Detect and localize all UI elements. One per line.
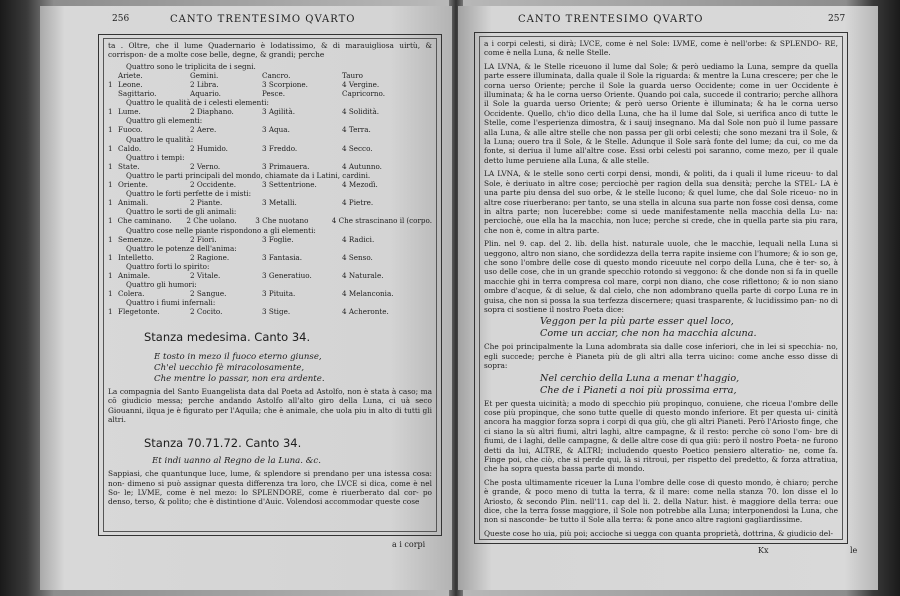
table-cell: 4 Acheronte. (342, 307, 389, 317)
table-cell: 2 Aere. (190, 125, 217, 135)
table-group-heading: Quattro i tempi: (126, 152, 185, 162)
table-cell (108, 89, 118, 98)
table-cell: 1 (108, 180, 113, 190)
table-group-heading: Quattro cose nelle piante rispondono a gli elementi: (126, 225, 316, 235)
paragraph-4: Plin. nel 9. cap. del 2. lib. della hist. naturale uuole, che le macchie, lequali nella Luna si ueggono, altro non siano, che sordidezza della terra rapite insieme con l'humore; & io son ge, che sono l'ombre delle cose di questo mondo riceuute nel corpo della Luna, che è ter- so, à uso delle cose, che in un grande specchio rotondo si veggono: & che donde non si fa in quelle macchie ghi in terra compresa col mare, corpi non diano, che cose riflettono; & io non siano ombre d'acque, & di selue, & dal cielo, che non adombrano quella parte di corpo Luna re in guisa, che non si possa la sua terfezza discernere; quasi trasparente, & lucidissimo pan- no di sopra ci sostiene il nostro Poeta dice: (484, 239, 838, 314)
right-page (458, 6, 878, 590)
table-cell: Cancro. (262, 70, 291, 80)
stanza-verse-1 (154, 352, 436, 384)
table-cell: 3 Scorpione. (262, 80, 308, 89)
verse-line: Come un acciar, che non ha macchia alcuna. (540, 328, 757, 340)
table-group-heading: Quattro le parti principali del mondo, chiamate da i Latini, cardini. (126, 170, 371, 180)
quaternary-table (104, 62, 436, 317)
table-cell: Pesce. (262, 89, 286, 99)
verse-line: Veggon per la più parte esser quel loco, (540, 316, 734, 328)
verse-line: E tosto in mezo il fuoco eterno giunse, (154, 352, 322, 363)
table-cell: 4 Pietre. (342, 198, 374, 208)
table-row (108, 125, 432, 134)
left-page (40, 6, 452, 590)
text-block-right (479, 36, 843, 540)
table-cell: State. (118, 161, 140, 171)
turnover-word: (corpo. (406, 216, 433, 226)
table-cell: Ariete. (118, 70, 143, 80)
table-cell: 1 (108, 307, 113, 317)
page-number-left: 256 (112, 14, 130, 24)
table-row (108, 107, 432, 116)
table-row (108, 180, 432, 189)
catchword-right: le (850, 546, 858, 555)
table-cell: 2 Occidente. (190, 180, 237, 190)
table-cell: 4 Autunno. (342, 161, 382, 171)
table-cell: 3 Agilità. (262, 107, 296, 117)
commentary-paragraph-1: La compagnia del Santo Euangelista data dal Poeta ad Astolfo, non è stata à caso; ma cō giudicio messa; perche andando Astolfo all'alto giro della Luna, ci uà seco Giouanni, ilqua je è figurato per l'Aquila; che è animale, che uola piu in alto di tutti gli altri. (108, 386, 432, 425)
table-cell: 2 Humido. (190, 143, 228, 153)
verse-line: Che de i Pianeti a noi più prossima erra, (540, 384, 737, 396)
table-cell: 3 Primauera. (262, 161, 310, 171)
table-cell: 4 Naturale. (342, 270, 384, 280)
table-cell: 2 Sangue. (190, 289, 227, 299)
table-group-heading: Quattro i fiumi infernali: (126, 298, 216, 308)
table-row (108, 271, 432, 280)
table-cell: Fuoco. (118, 125, 143, 135)
table-cell: Semenze. (118, 234, 154, 244)
table-cell (108, 71, 118, 80)
table-group-heading: Quattro forti lo spirito: (126, 261, 210, 271)
table-cell: Tauro (342, 70, 363, 80)
table-cell: 4 Vergine. (342, 80, 380, 89)
table-group-heading: Quattro le potenze dell'anima: (126, 243, 237, 253)
table-cell: Flegetonte. (118, 307, 160, 317)
table-cell: 4 Mezodì. (342, 180, 378, 190)
catchword-left: a i corpi (392, 540, 426, 549)
paragraph-3: LA LVNA, & le stelle sono certi corpi densi, mondi, & politi, da i quali il lume riceuu- to dal Sole, è deriuato in altre cose; perciochè per ragion della sua densità; perche la STEL- LA è una parte piu densa del suo orbe, & le stelle lucono; & quel lume, che dal Sole riceuo- no in altre cose riuerberano: per tanto, se una stella in alcuna sua parte non fosse così densa, come in altra parte; non lucerebbe: come si uede manifestamente nella macchia della Lu- na: perciochè, oue ella ha la macchia, non luce; perche si crede, che in quella parte sia piu rara, che non è, come in altra parte. (484, 169, 838, 235)
table-cell: 2 Vitale. (190, 270, 221, 280)
table-cell: Che caminano. (117, 216, 172, 226)
table-cell: 4 Terra. (342, 125, 371, 135)
table-cell: 1 (108, 125, 113, 135)
table-cell: Colera. (118, 289, 145, 299)
table-row (108, 198, 432, 207)
table-group-heading: Quattro sono le triplicita de i segni. (126, 61, 256, 71)
paragraph-5: Che poi principalmente la Luna adombrata sia dalle cose inferiori, che in lei si specchia- no, egli succede; perche è Pianeta più de gli altri alla terra uicino: come anche esso disse di sopra: (484, 342, 838, 371)
table-cell: Aquario. (190, 89, 221, 99)
quoted-verse-1 (540, 316, 842, 340)
table-cell: 3 Aqua. (262, 125, 290, 135)
intro-paragraph: ta . Oltre, che il lume Quadernario è lodatissimo, & di marauigliosa uirtù, & corrispon- de a molte cose belle, degne, & grandi; perche (108, 41, 432, 60)
paragraph-8: Queste cose ho uia, più poi; accioche si uegga con quanta proprietà, dottrina, & giudicio del- (484, 528, 834, 538)
table-row (108, 235, 432, 244)
table-row (108, 307, 432, 316)
table-cell: 3 Freddo. (262, 143, 298, 153)
table-group-heading: Quattro gli elementi: (126, 116, 203, 126)
table-cell: 1 (108, 252, 113, 262)
quoted-verse-2 (540, 373, 842, 397)
table-cell: 1 (108, 198, 113, 208)
table-row (108, 162, 432, 171)
table-cell: 1 (108, 80, 113, 89)
verse-line: Nel cerchio della Luna a menar t'haggio, (540, 372, 740, 384)
table-group-heading: Quattro le sorti de gli animali: (126, 207, 237, 217)
table-group-heading: Quattro le qualità: (126, 134, 194, 144)
table-cell: Sagittario. (118, 89, 157, 99)
table-cell: 2 Piante. (190, 198, 223, 208)
table-cell: 1 (108, 270, 113, 280)
signature-mark: Kx (758, 546, 769, 555)
table-cell: 1 (108, 289, 113, 299)
text-frame-right (474, 32, 848, 544)
stanza-heading-1: Stanza medesima. Canto 34. (144, 330, 311, 345)
text-block-left (103, 38, 437, 532)
table-row (108, 289, 432, 298)
table-cell: 1 (108, 216, 113, 226)
table-row (108, 216, 432, 225)
table-cell: 2 Libra. (190, 80, 219, 89)
table-cell: Caldo. (118, 143, 142, 153)
paragraph-2: LA LVNA, & le Stelle riceuono il lume dal Sole; & però uediamo la Luna, sempre da quella parte essere illuminata, dalla quale il Sole la riguarda: & mentre la Luna crescere; per che le corna uerso Oriente; perche il Sole la guarda uerso Occidente; come in uer Occidente è illuminata; & ha le corna uerso Oriente. Quando poi cala, succede il contrario; perche allhora il Sole la guarda uerso Oriente; & però uerso Oriente è illuminata; & ha le corna uerso Occidente. Quello, ch'io dico della Luna, che ha il lume dal Sole, si uerifica anco di tutte le Stelle, come l'esperienza dimostra, & i sauij insegnano. Ma dal Sole non può il lume passare alla Luna, & alle altre stelle che non passa per gli orbi celesti; che sono mezani tra il Sole, & la Luna; ouero tra il Sole, & le Stelle. Adunque il Sole sarà fonte del lume; da cui, co me da fonte, si deriua il lume all'altre cose. Essi orbi celesti poi saranno, come mezo, per il quale detto lume peruiene alla Luna, & alle stelle. (484, 61, 838, 165)
table-row (108, 144, 432, 153)
stanza-verse-2: Et indi uanno al Regno de la Luna. &c. (152, 456, 321, 467)
table-row (108, 253, 432, 262)
table-row (108, 80, 432, 89)
stanza-heading-2: Stanza 70.71.72. Canto 34. (144, 436, 302, 451)
table-cell: 3 Generatiuo. (262, 270, 312, 280)
table-cell: 2 Diaphano. (190, 107, 234, 117)
table-cell: Capricorno. (342, 89, 386, 99)
page-number-right: 257 (828, 14, 846, 24)
paragraph-1: a i corpi celesti, si dirà; LVCE, come è nel Sole: LVME, come è nell'orbe: & SPLENDO- RE, come è nella Luna, & nelle Stelle. (484, 39, 838, 58)
table-cell: 3 Settentrione. (262, 180, 317, 190)
table-group-heading: Quattro gli humori: (126, 280, 197, 290)
table-cell: Animale. (118, 270, 151, 280)
running-head-left: CANTO TRENTESIMO QVARTO (170, 14, 356, 25)
table-cell: Lume. (118, 107, 141, 117)
verse-line: Ch'el uecchio fè miracolosamente, (154, 363, 305, 374)
table-cell: 3 Foglie. (262, 234, 294, 244)
table-group-heading: Quattro le qualità de i celesti elementi: (126, 98, 269, 108)
table-cell: 1 (108, 234, 113, 244)
table-cell: Animali. (118, 198, 149, 208)
table-cell: 3 Stige. (262, 307, 291, 317)
table-cell: 4 Melanconia. (342, 289, 394, 299)
table-cell: 1 (108, 107, 113, 117)
table-cell: 4 Solidità. (342, 107, 380, 117)
paragraph-6: Et per questa uicinità; a modo di specchio più propinquo, conuiene, che riceua l'ombre delle cose più propinque, che sono tutte quelle di questo mondo inferiore. Et per questa ui- cinità ancora ha maggior forza sopra i corpi di qua giù, che gli altri Pianeti. Però l'Ariosto finge, che ci siano la sù altri fiumi, altri laghi, altre campagne, & il resto: perche cò sono l'om- bre di fiumi, de i laghi, delle campagne, & delle altre cose di qua giù: però il nostro Poeta- ne furono detti da lui, ALTRE, & ALTRI; includendo questo Poetico pensiero alteratio- ne, come fa. Finge poi, che ciò, che si perde qui, là si ritroui, per rispetto del predetto, & forza attratiua, che ha sopra questa bassa parte di mondo. (484, 398, 838, 474)
table-cell: 2 Cocito. (190, 307, 223, 317)
text-frame-left (98, 34, 442, 536)
table-cell: 4 Senso. (342, 252, 373, 262)
table-row (108, 71, 432, 80)
table-cell: 4 Radici. (342, 234, 375, 244)
table-group-heading: Quattro le forti perfette de i misti: (126, 189, 252, 199)
table-cell: 2 Che uolano. (186, 216, 237, 226)
table-row (108, 89, 432, 98)
table-cell: 3 Pituita. (262, 289, 296, 299)
table-cell: Gemini. (190, 70, 219, 80)
running-head-right: CANTO TRENTESIMO QVARTO (518, 14, 704, 25)
commentary-paragraph-2: Sappiasi, che quantunque luce, lume, & splendore si prendano per una istessa cosa: non- dimeno si può assignar questa differenza tra loro, che LVCE si dica, come è nel So- le; LVME, come è nel mezo: lo SPLENDORE, come è riuerberato dal cor- po denso, terso, & polito; che è distintione d'Auic. Volendosi accommodar queste cose (108, 469, 432, 507)
table-cell: Intelletto. (118, 252, 154, 262)
table-cell: 4 Che strascinano il (331, 216, 405, 226)
table-cell: 1 (108, 143, 113, 153)
table-cell: 1 (108, 161, 113, 171)
table-cell: Oriente. (118, 180, 148, 190)
table-cell: Leone. (118, 80, 143, 89)
table-cell: 2 Ragione. (190, 252, 230, 262)
table-cell: 4 Secco. (342, 143, 373, 153)
verse-line: Che mentre lo passar, non era ardente. (154, 374, 325, 385)
table-cell: 2 Fiori. (190, 234, 217, 244)
table-cell: 3 Metalli. (262, 198, 297, 208)
table-cell: 2 Verno. (190, 161, 221, 171)
paragraph-7: Che posta ultimamente riceuer la Luna l'ombre delle cose di questo mondo, è chiaro; perche è grande, & poco meno di tutta la terra, & il mare: come nella stanza 70. lon disse el lo Ariosto, & secondo Plin. nell'11. cap del li. 2. della Natur. hist. è maggiore della terra: oue dice, che la terra fosse maggiore, il Sole non potrebbe alla Luna; interponendosi la Luna, che non si nasconde- be tutto il Sole alla terra: & pone anco altre ragioni gagliardissime. (484, 477, 838, 525)
table-cell: 3 Che nuotano (255, 216, 309, 226)
table-cell: 3 Fantasia. (262, 252, 303, 262)
